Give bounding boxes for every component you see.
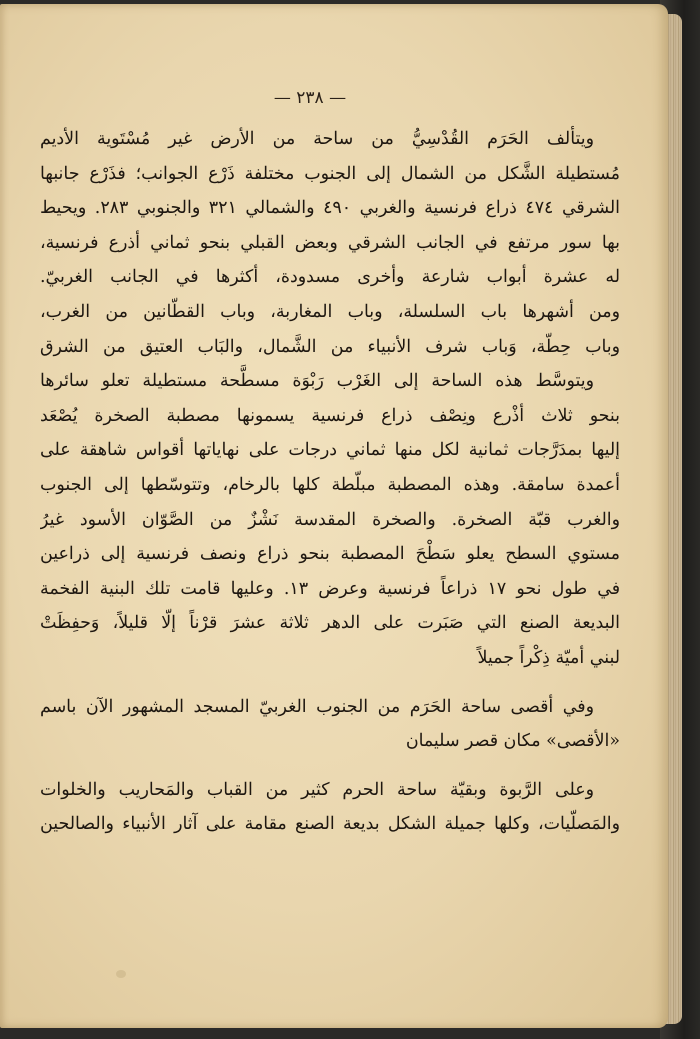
paragraph-2 — [40, 364, 620, 675]
page-number: — ٢٣٨ — — [273, 88, 347, 108]
text-line: والغرب قبّة الصخرة. والصخرة المقدسة نَشْزٌ من الصَّوّان الأسود غيرُ — [40, 509, 620, 530]
text-line: ويتألف الحَرَم القُدْسِيُّ من ساحة من الأرض غير مُسْتَوية الأديم — [40, 129, 594, 149]
text-line: «الأقصى» مكان قصر سليمان — [405, 731, 620, 752]
text-line: بنحو ثلاث أذْرع ونِصْف ذراع فرنسية يسمونها مصطبة الصخرة يُصْعَد — [40, 405, 620, 426]
text-line: أعمدة سامقة. وهذه المصطبة مبلّطة كلها بالرخام، وتتوسّطها إلى الجنوب — [40, 474, 620, 495]
book-page — [0, 4, 668, 1028]
text-line: في طول نحو ١٧ ذراعاً فرنسية وعرض ١٣. وعليها قامت تلك البنية الفخمة — [40, 578, 620, 599]
text-line: مستوي السطح يعلو سَطْحَ المصطبة بنحو ذراع ونصف فرنسية إلى ذراعين — [40, 544, 620, 565]
text-line: بها سور مرتفع في الجانب الشرقي وبعض القبلي بنحو ثماني أذرع فرنسية، — [40, 232, 620, 253]
text-line: وباب حِطّة، وَباب شرف الأنبياء من الشَّمال، والبَاب العتيق من الشرق — [40, 336, 620, 357]
paragraph-gap — [40, 676, 620, 690]
paragraph-1 — [40, 122, 620, 364]
text-line: والمَصلّيات، وكلها جميلة الشكل بديعة الصنع مقامة على آثار الأنبياء والصالحين — [40, 814, 620, 835]
body-text — [40, 122, 620, 842]
text-line: إليها بمدَرَّجات ثمانية لكل منها ثماني درجات على نهاياتها أقواس شاهقة على — [40, 440, 620, 461]
paper-stain — [116, 970, 126, 978]
text-line: لبني أميّة ذِكْراً جميلاً — [477, 647, 620, 668]
paragraph-gap — [40, 759, 620, 773]
text-line: ويتوسَّط هذه الساحة إلى الغَرْب رَبْوَة مسطَّحة مستطيلة تعلو سائرها — [40, 371, 594, 392]
text-line: ومن أشهرها باب السلسلة، وباب المغاربة، وباب القطّانين من الغرب، — [40, 301, 620, 322]
text-line: مُستطيلة الشَّكل من الشمال إلى الجنوب مختلفة ذَرْع الجوانب؛ فذَرْع جانبها — [40, 163, 620, 184]
text-line: الشرقي ٤٧٤ ذراع فرنسية والغربي ٤٩٠ والشمالي ٣٢١ والجنوبي ٢٨٣. ويحيط — [40, 198, 620, 219]
text-line: وفي أقصى ساحة الحَرَم من الجنوب الغربيّ المسجد المشهور الآن باسم — [40, 696, 594, 717]
text-line: البديعة الصنع التي صَبَرت على الدهر ثلاثة عشرَ قرْناً إلّا قليلاً، وَحفِظَتْ — [40, 613, 620, 634]
paragraph-3 — [40, 690, 620, 759]
paragraph-4 — [40, 773, 620, 842]
text-line: له عشرة أبواب شارعة وأخرى مسدودة، أكثرها في الجانب الغربيّ. — [40, 267, 620, 288]
text-line: وعلى الرَّبوة وبقيّة ساحة الحرم كثير من القباب والمَحاريب والخلوات — [40, 779, 594, 800]
